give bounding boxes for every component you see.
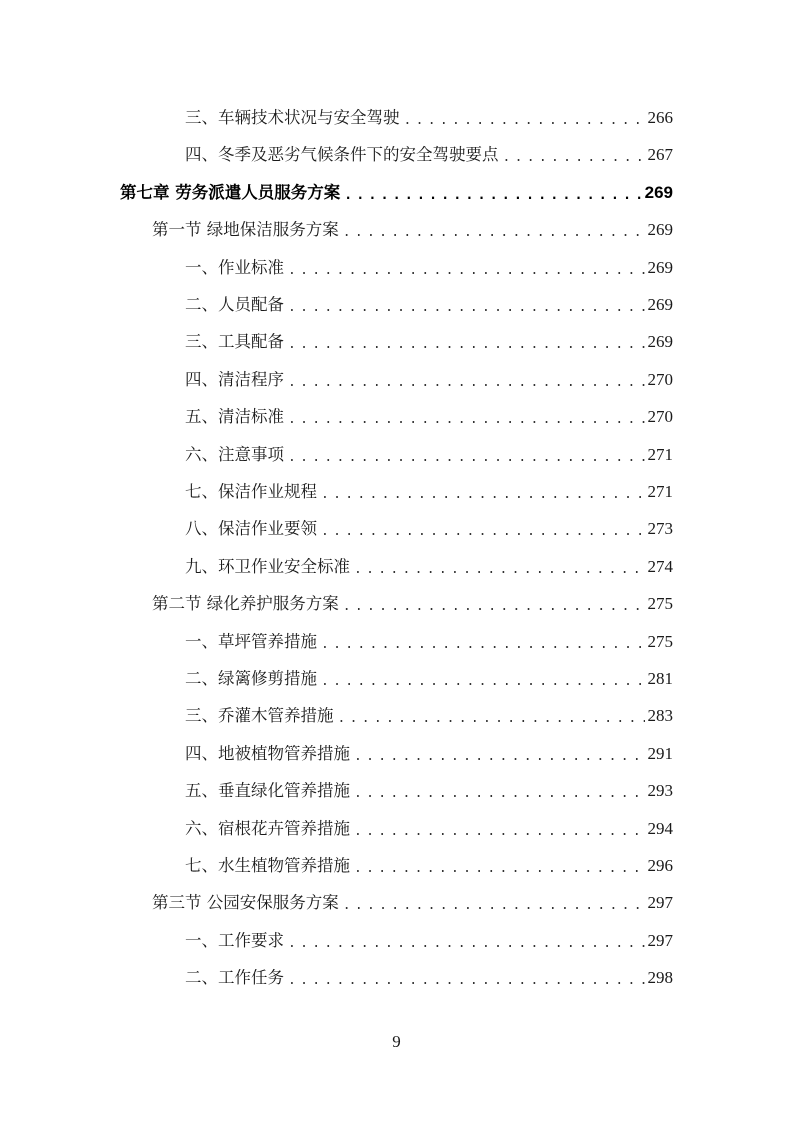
toc-dot-leader [321, 667, 645, 697]
toc-entry-title: 九、环卫作业安全标准 [185, 556, 350, 576]
toc-entry-title: 二、人员配备 [185, 295, 284, 314]
toc-section-entry[interactable] [152, 589, 673, 619]
toc-entry-page: 283 [647, 706, 673, 726]
toc-entry-title: 七、水生植物管养措施 [185, 856, 350, 875]
toc-entry-title: 五、清洁标准 [185, 407, 284, 427]
toc-entry-title: 三、工具配备 [185, 332, 284, 352]
toc-entry[interactable] [185, 253, 673, 283]
toc-dot-leader [288, 929, 645, 959]
toc-entry-title: 一、工作要求 [185, 930, 284, 950]
toc-dot-leader [338, 704, 645, 734]
toc-entry-title: 一、作业标准 [185, 257, 284, 277]
toc-dot-leader [321, 480, 645, 510]
toc-entry-title: 第二节 绿化养护服务方案 [152, 594, 339, 614]
toc-entry[interactable] [185, 814, 673, 844]
toc-dot-leader [288, 256, 645, 286]
toc-entry-title: 五、垂直绿化管养措施 [185, 781, 350, 801]
toc-entry-title: 三、车辆技术状况与安全驾驶 [185, 108, 400, 127]
toc-entry-page: 270 [647, 407, 673, 427]
toc-entry-page: 291 [647, 743, 673, 763]
toc-dot-leader [343, 891, 645, 921]
toc-entry-title: 三、乔灌木管养措施 [185, 706, 334, 726]
toc-entry[interactable] [185, 776, 673, 806]
toc-entry-page: 270 [647, 369, 673, 389]
toc-entry-page: 275 [647, 594, 673, 614]
toc-dot-leader [288, 405, 645, 435]
toc-entry-page: 298 [647, 968, 673, 988]
toc-entry-title: 七、保洁作业规程 [185, 482, 317, 501]
toc-entry-page: 297 [647, 930, 673, 950]
toc-dot-leader [354, 854, 645, 884]
toc-entry-title: 第三节 公园安保服务方案 [152, 893, 339, 913]
page-number: 9 [392, 1032, 401, 1051]
toc-dot-leader [343, 592, 645, 622]
toc-entry[interactable] [185, 327, 673, 357]
toc-entry[interactable] [185, 627, 673, 657]
toc-entry-page: 269 [647, 220, 673, 240]
toc-entry-title: 四、冬季及恶劣气候条件下的安全驾驶要点 [185, 145, 499, 165]
toc-dot-leader [503, 143, 645, 173]
toc-entry[interactable] [185, 739, 673, 769]
toc-dot-leader [288, 966, 645, 996]
toc-entry-title: 一、草坪管养措施 [185, 631, 317, 651]
toc-entry[interactable] [185, 701, 673, 731]
toc-dot-leader [354, 742, 645, 772]
toc-dot-leader [288, 443, 645, 473]
toc-entry-page: 294 [647, 818, 673, 838]
toc-dot-leader [288, 293, 645, 323]
toc-entry-title: 八、保洁作业要领 [185, 519, 317, 539]
toc-entry[interactable] [185, 926, 673, 956]
toc-dot-leader [404, 106, 645, 136]
toc-entry-page: 275 [647, 631, 673, 651]
toc-entry[interactable] [185, 552, 673, 582]
toc-chapter-entry[interactable] [120, 178, 673, 208]
toc-entry-title: 第一节 绿地保洁服务方案 [152, 220, 339, 240]
toc-entry-page: 269 [647, 257, 673, 277]
toc-entry[interactable] [185, 851, 673, 881]
toc-dot-leader [321, 630, 645, 660]
toc-entry[interactable] [185, 963, 673, 993]
toc-entry-page: 267 [647, 145, 673, 165]
toc-entry-page: 271 [647, 444, 673, 464]
toc-dot-leader [343, 218, 645, 248]
toc-section-entry[interactable] [152, 888, 673, 918]
toc-entry-title: 第七章 劳务派遣人员服务方案 [120, 182, 341, 202]
toc-entry[interactable] [185, 290, 673, 320]
toc-entry-page: 281 [647, 669, 673, 688]
toc-entry-title: 四、清洁程序 [185, 369, 284, 389]
toc-entry-page: 269 [647, 295, 673, 314]
toc-dot-leader [354, 555, 645, 585]
toc-entry-page: 293 [647, 781, 673, 801]
toc-entry-title: 四、地被植物管养措施 [185, 743, 350, 763]
toc-entry[interactable] [185, 440, 673, 470]
toc-entry-page: 269 [644, 182, 673, 202]
toc-entry-page: 297 [647, 893, 673, 913]
toc-entry[interactable] [185, 514, 673, 544]
toc-dot-leader [344, 181, 641, 211]
toc-dot-leader [288, 330, 645, 360]
toc-dot-leader [321, 517, 645, 547]
toc-entry[interactable] [185, 664, 673, 694]
toc-entry-page: 266 [647, 108, 673, 127]
toc-entry-title: 六、宿根花卉管养措施 [185, 818, 350, 838]
toc-entry-page: 273 [647, 519, 673, 539]
toc-entry[interactable] [185, 365, 673, 395]
toc-dot-leader [354, 779, 645, 809]
toc-entry-page: 269 [647, 332, 673, 352]
toc-entry-page: 271 [647, 482, 673, 501]
toc-section-entry[interactable] [152, 215, 673, 245]
toc-entry-title: 二、绿篱修剪措施 [185, 669, 317, 688]
toc-entry[interactable] [185, 140, 673, 170]
toc-dot-leader [288, 368, 645, 398]
toc-entry[interactable] [185, 477, 673, 507]
toc-entry-title: 二、工作任务 [185, 968, 284, 988]
toc-entry-title: 六、注意事项 [185, 444, 284, 464]
toc-entry-page: 296 [647, 856, 673, 875]
toc-entry-page: 274 [647, 556, 673, 576]
toc-entry[interactable] [185, 402, 673, 432]
toc-dot-leader [354, 817, 645, 847]
toc-entry[interactable] [185, 103, 673, 133]
